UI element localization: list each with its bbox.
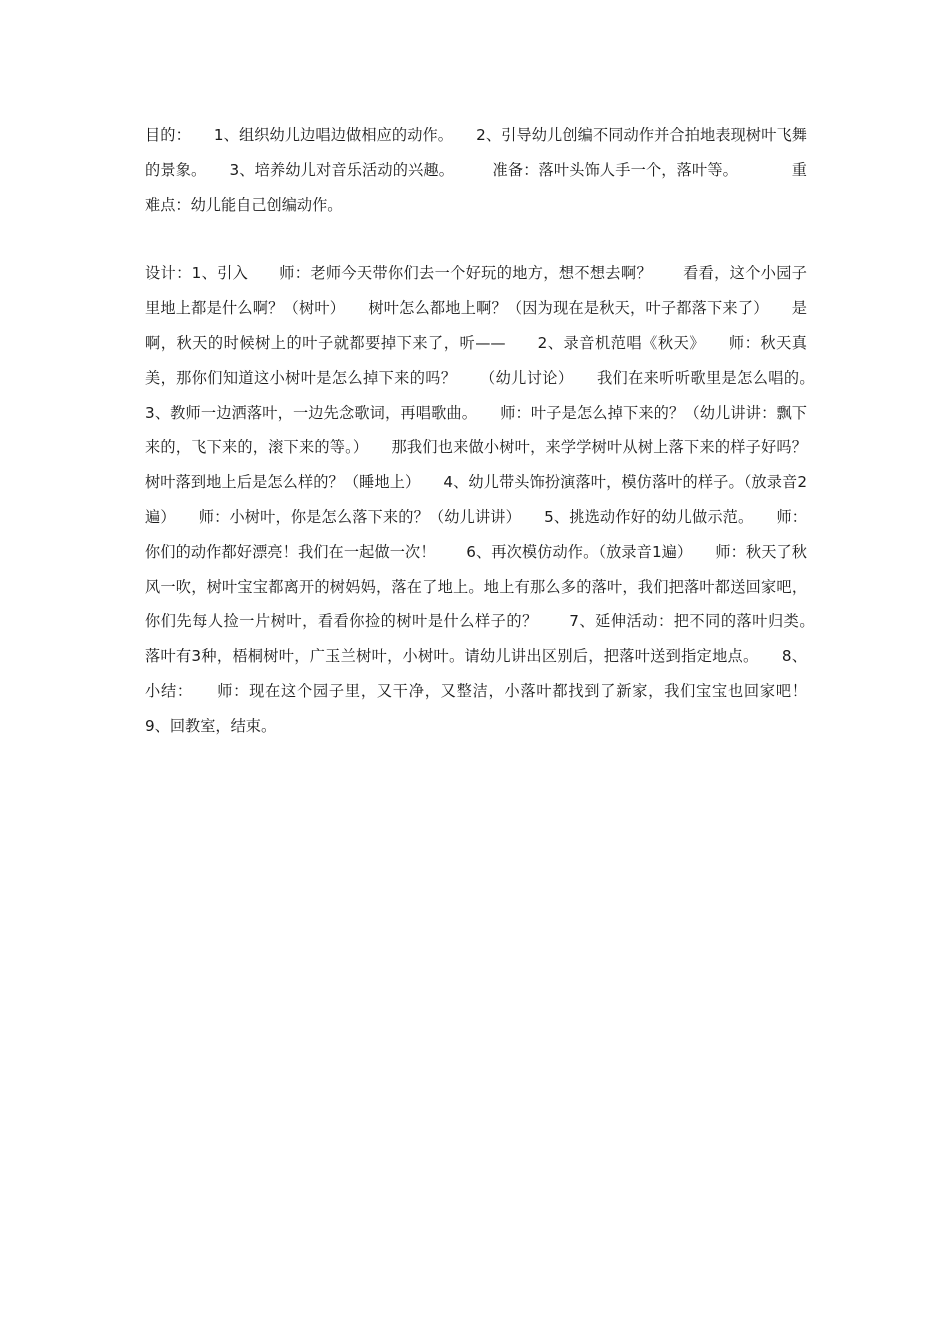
document-body <box>145 118 838 744</box>
objectives-paragraph: 目的： 1、组织幼儿边唱边做相应的动作。 2、引导幼儿创编不同动作并合拍地表现树叶飞舞的景象。 3、培养幼儿对音乐活动的兴趣。 准备：落叶头饰人手一个，落叶等。 重难点：幼儿能自己创编动作。 <box>145 126 807 214</box>
design-paragraph: 设计：1、引入 师：老师今天带你们去一个好玩的地方，想不想去啊？ 看看，这个小园子里地上都是什么啊？（树叶） 树叶怎么都地上啊？（因为现在是秋天，叶子都落下来了） 是啊，秋天的时候树上的叶子就都要掉下来了，听—— 2、录音机范唱《秋天》 师：秋天真美，那你们知道这小树叶是怎么掉下来的吗？ （幼儿讨论） 我们在来听听歌里是怎么唱的。 3、教师一边洒落叶，一边先念歌词，再唱歌曲。 师：叶子是怎么掉下来的？（幼儿讲讲：飘下来的，飞下来的，滚下来的等。） 那我们也来做小树叶，来学学树叶从树上落下来的样子好吗？树叶落到地上后是怎么样的？（睡地上） 4、幼儿带头饰扮演落叶，模仿落叶的样子。（放录音2遍） 师：小树叶，你是怎么落下来的？（幼儿讲讲） 5、挑选动作好的幼儿做示范。 师：你们的动作都好漂亮！我们在一起做一次！ 6、再次模仿动作。（放录音1遍） 师：秋天了秋风一吹，树叶宝宝都离开的树妈妈，落在了地上。地上有那么多的落叶，我们把落叶都送回家吧，你们先每人捡一片树叶，看看你捡的树叶是什么样子的？ 7、延伸活动：把不同的落叶归类。 落叶有3种，梧桐树叶，广玉兰树叶，小树叶。请幼儿讲出区别后，把落叶送到指定地点。 8、小结： 师：现在这个园子里，又干净，又整洁，小落叶都找到了新家，我们宝宝也回家吧！ 9、回教室，结束。 <box>145 264 838 735</box>
